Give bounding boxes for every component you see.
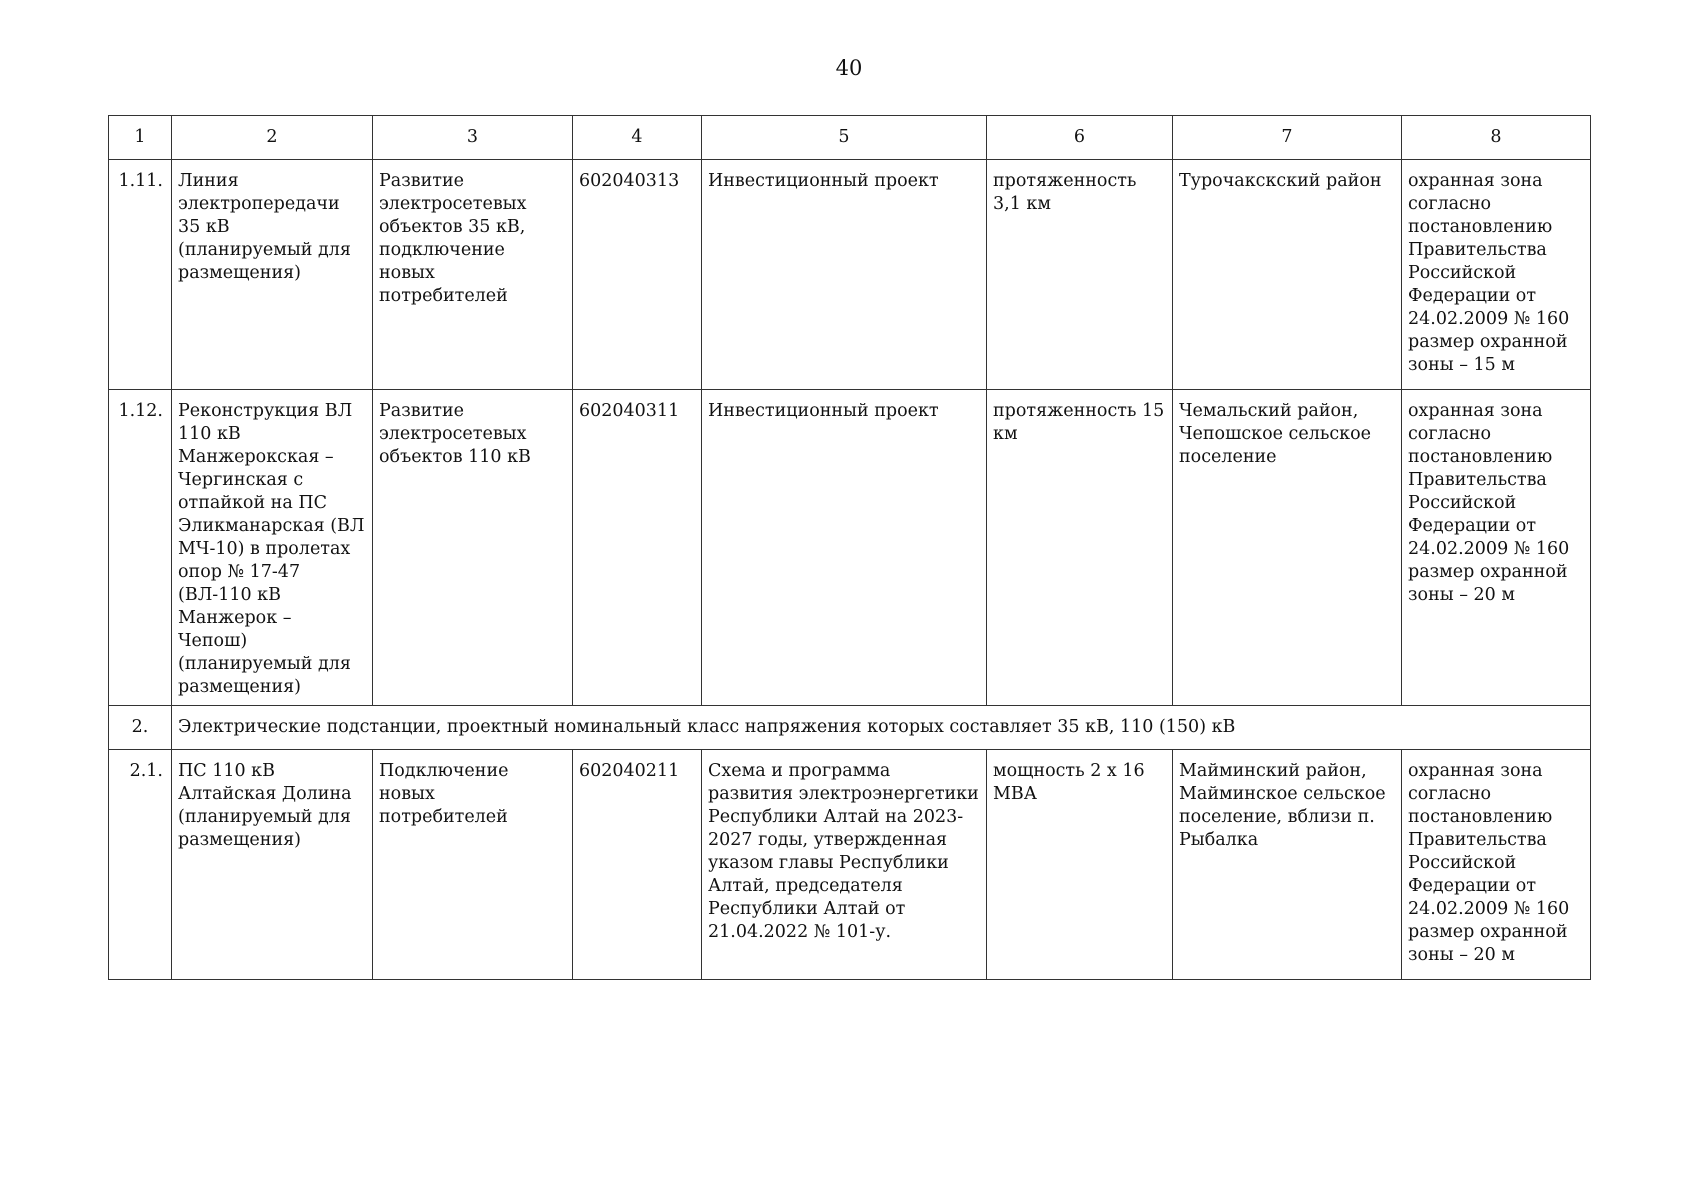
object-protection-zone: охранная зона согласно постановлению Правительства Российской Федерации от 24.02.2009 № 160 размер охранной зоны – 20 м [1402, 390, 1591, 706]
object-name: ПС 110 кВ Алтайская Долина (планируемый для размещения) [172, 750, 373, 980]
header-cell: 4 [573, 116, 702, 160]
header-cell: 6 [987, 116, 1173, 160]
object-characteristics: протяженность 15 км [987, 390, 1173, 706]
object-location: Чемальский район, Чепошское сельское поселение [1173, 390, 1402, 706]
object-name: Реконструкция ВЛ 110 кВ Манжерокская – Чергинская с отпайкой на ПС Эликманарская (ВЛ МЧ-10) в пролетах опор № 17-47 (ВЛ-110 кВ Манжерок – Чепош) (планируемый для размещения) [172, 390, 373, 706]
row-number: 1.12. [109, 390, 172, 706]
object-basis: Инвестиционный проект [702, 390, 987, 706]
section-number: 2. [109, 706, 172, 750]
header-cell: 5 [702, 116, 987, 160]
header-cell: 3 [373, 116, 573, 160]
object-name: Линия электропередачи 35 кВ (планируемый для размещения) [172, 160, 373, 390]
header-cell: 7 [1173, 116, 1402, 160]
object-location: Майминский район, Майминское сельское поселение, вблизи п. Рыбалка [1173, 750, 1402, 980]
object-location: Турочакскский район [1173, 160, 1402, 390]
row-number: 2.1. [109, 750, 172, 980]
header-cell: 2 [172, 116, 373, 160]
table-row [109, 160, 1591, 390]
header-cell: 1 [109, 116, 172, 160]
table-row [109, 390, 1591, 706]
object-basis: Инвестиционный проект [702, 160, 987, 390]
object-purpose: Подключение новых потребителей [373, 750, 573, 980]
objects-table [108, 115, 1591, 980]
header-cell: 8 [1402, 116, 1591, 160]
object-purpose: Развитие электросетевых объектов 35 кВ, подключение новых потребителей [373, 160, 573, 390]
section-heading-row [109, 706, 1591, 750]
object-code: 602040311 [573, 390, 702, 706]
section-title: Электрические подстанции, проектный номинальный класс напряжения которых составляет 35 кВ, 110 (150) кВ [172, 706, 1591, 750]
object-protection-zone: охранная зона согласно постановлению Правительства Российской Федерации от 24.02.2009 № 160 размер охранной зоны – 20 м [1402, 750, 1591, 980]
row-number: 1.11. [109, 160, 172, 390]
table-header-row [109, 116, 1591, 160]
object-code: 602040211 [573, 750, 702, 980]
object-basis: Схема и программа развития электроэнергетики Республики Алтай на 2023-2027 годы, утвержденная указом главы Республики Алтай, председателя Республики Алтай от 21.04.2022 № 101-у. [702, 750, 987, 980]
object-purpose: Развитие электросетевых объектов 110 кВ [373, 390, 573, 706]
object-characteristics: мощность 2 х 16 МВА [987, 750, 1173, 980]
object-code: 602040313 [573, 160, 702, 390]
object-characteristics: протяженность 3,1 км [987, 160, 1173, 390]
table-row [109, 750, 1591, 980]
page-number: 40 [835, 56, 863, 80]
object-protection-zone: охранная зона согласно постановлению Правительства Российской Федерации от 24.02.2009 № 160 размер охранной зоны – 15 м [1402, 160, 1591, 390]
